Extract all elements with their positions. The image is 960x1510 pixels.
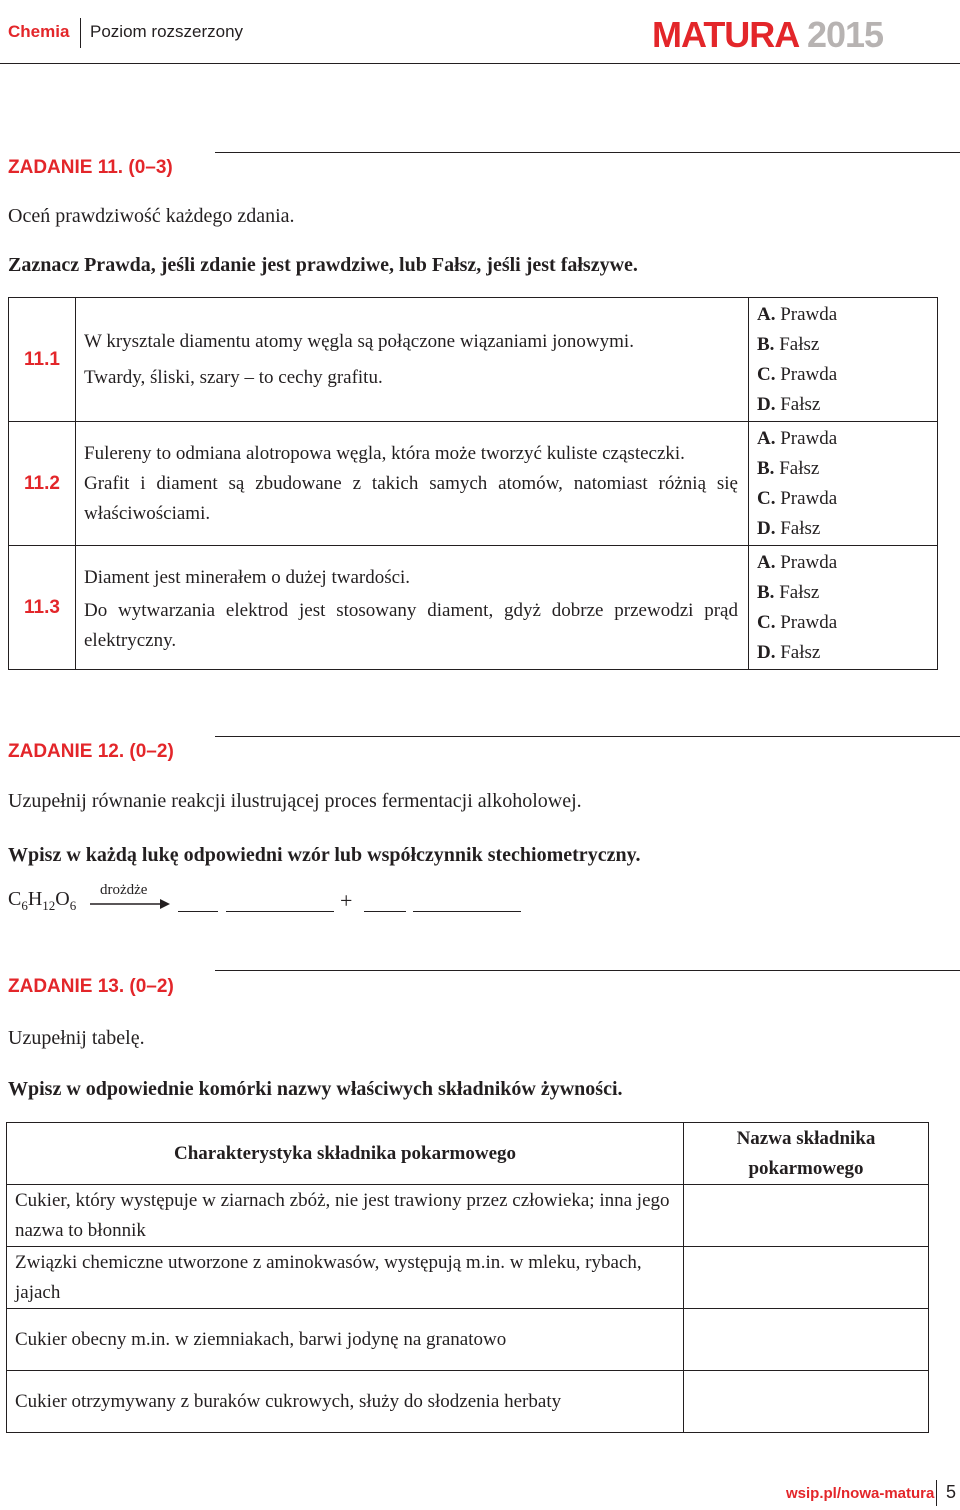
option-d[interactable]: D. Fałsz <box>757 393 821 415</box>
col-name-header: Nazwa składnika pokarmowego <box>684 1123 929 1185</box>
task13-title: ZADANIE 13. (0–2) <box>8 976 174 997</box>
question-number: 11.1 <box>9 298 76 422</box>
blank-formula-1[interactable] <box>226 911 334 912</box>
statements-cell <box>76 546 749 670</box>
formula-c-sub: 6 <box>21 898 28 913</box>
option-d[interactable]: D. Fałsz <box>757 641 821 663</box>
question-number: 11.2 <box>9 422 76 546</box>
table-row-characteristic: Związki chemiczne utworzone z aminokwasów, występują m.in. w mleku, rybach, jajach <box>7 1247 684 1309</box>
header-brand: MATURA <box>652 14 798 55</box>
statement: Grafit i diament są zbudowane z takich samych atomów, natomiast różnią się właściwościami. <box>84 472 738 524</box>
statements-cell <box>76 298 749 422</box>
option-a[interactable]: A. Prawda <box>757 551 838 573</box>
header-title <box>652 14 883 56</box>
answer-cell[interactable] <box>684 1247 929 1309</box>
true-false-table <box>8 297 938 670</box>
reaction-equation <box>8 888 76 914</box>
formula-h-sub: 12 <box>42 898 56 913</box>
answer-cell[interactable] <box>684 1371 929 1433</box>
page-number: 5 <box>946 1482 957 1502</box>
task11-title: ZADANIE 11. (0–3) <box>8 157 173 178</box>
header-level: Poziom rozszerzony <box>90 22 244 41</box>
option-b[interactable]: B. Fałsz <box>757 457 820 479</box>
table-row-characteristic: Cukier obecny m.in. w ziemniakach, barwi jodynę na granatowo <box>7 1309 684 1371</box>
task13-instruction: Uzupełnij tabelę. <box>8 1027 145 1049</box>
task11-instruction: Oceń prawdziwość każdego zdania. <box>8 205 295 227</box>
option-a[interactable]: A. Prawda <box>757 303 838 325</box>
task12-instruction: Uzupełnij równanie reakcji ilustrującej proces fermentacji alkoholowej. <box>8 790 582 812</box>
option-c[interactable]: C. Prawda <box>757 363 838 385</box>
options-cell <box>749 422 938 546</box>
task12-rule <box>215 736 960 737</box>
task13-rule <box>215 970 960 971</box>
answer-cell[interactable] <box>684 1185 929 1247</box>
answer-cell[interactable] <box>684 1309 929 1371</box>
header-divider <box>80 18 81 48</box>
col-characteristic-header: Charakterystyka składnika pokarmowego <box>7 1123 684 1185</box>
option-b[interactable]: B. Fałsz <box>757 581 820 603</box>
footer-link[interactable]: wsip.pl/nowa-matura <box>786 1485 935 1502</box>
task11-rule <box>215 152 960 153</box>
statement: Fulereny to odmiana alotropowa węgla, która może tworzyć kuliste cząsteczki. <box>84 442 685 464</box>
option-d[interactable]: D. Fałsz <box>757 517 821 539</box>
blank-coefficient-1[interactable] <box>178 911 218 912</box>
task12-title: ZADANIE 12. (0–2) <box>8 741 174 762</box>
reaction-arrow-icon <box>90 898 170 910</box>
table-row-characteristic: Cukier otrzymywany z buraków cukrowych, służy do słodzenia herbaty <box>7 1371 684 1433</box>
statement: Do wytwarzania elektrod jest stosowany diament, gdyż dobrze przewodzi prąd elektryczny. <box>84 599 738 651</box>
options-cell <box>749 298 938 422</box>
options-cell <box>749 546 938 670</box>
table-row-characteristic: Cukier, który występuje w ziarnach zbóż, nie jest trawiony przez człowieka; inna jego nazwa to błonnik <box>7 1185 684 1247</box>
formula-o: O <box>55 888 70 910</box>
footer-divider <box>936 1480 937 1506</box>
statement: Twardy, śliski, szary – to cechy grafitu. <box>84 366 383 388</box>
formula-h: H <box>27 888 43 910</box>
catalyst-label: drożdże <box>100 882 148 898</box>
blank-coefficient-2[interactable] <box>364 911 406 912</box>
blank-formula-2[interactable] <box>413 911 521 912</box>
statement: Diament jest minerałem o dużej twardości. <box>84 566 411 588</box>
task12-command: Wpisz w każdą lukę odpowiedni wzór lub współczynnik stechiometryczny. <box>8 844 641 866</box>
header-rule <box>0 63 960 64</box>
header-subject: Chemia <box>8 22 70 41</box>
formula-o-sub: 6 <box>69 898 77 913</box>
task11-command: Zaznacz Prawda, jeśli zdanie jest prawdziwe, lub Fałsz, jeśli jest fałszywe. <box>8 254 638 276</box>
question-number: 11.3 <box>9 546 76 670</box>
option-b[interactable]: B. Fałsz <box>757 333 820 355</box>
header-year: 2015 <box>806 14 884 55</box>
formula-c: C <box>8 888 22 910</box>
option-c[interactable]: C. Prawda <box>757 487 838 509</box>
statements-cell <box>76 422 749 546</box>
task13-command: Wpisz w odpowiednie komórki nazwy właściwych składników żywności. <box>8 1078 623 1100</box>
nutrients-table <box>6 1122 929 1433</box>
plus-sign: + <box>340 888 353 913</box>
option-a[interactable]: A. Prawda <box>757 427 838 449</box>
statement: W krysztale diamentu atomy węgla są połączone wiązaniami jonowymi. <box>84 330 634 352</box>
option-c[interactable]: C. Prawda <box>757 611 838 633</box>
